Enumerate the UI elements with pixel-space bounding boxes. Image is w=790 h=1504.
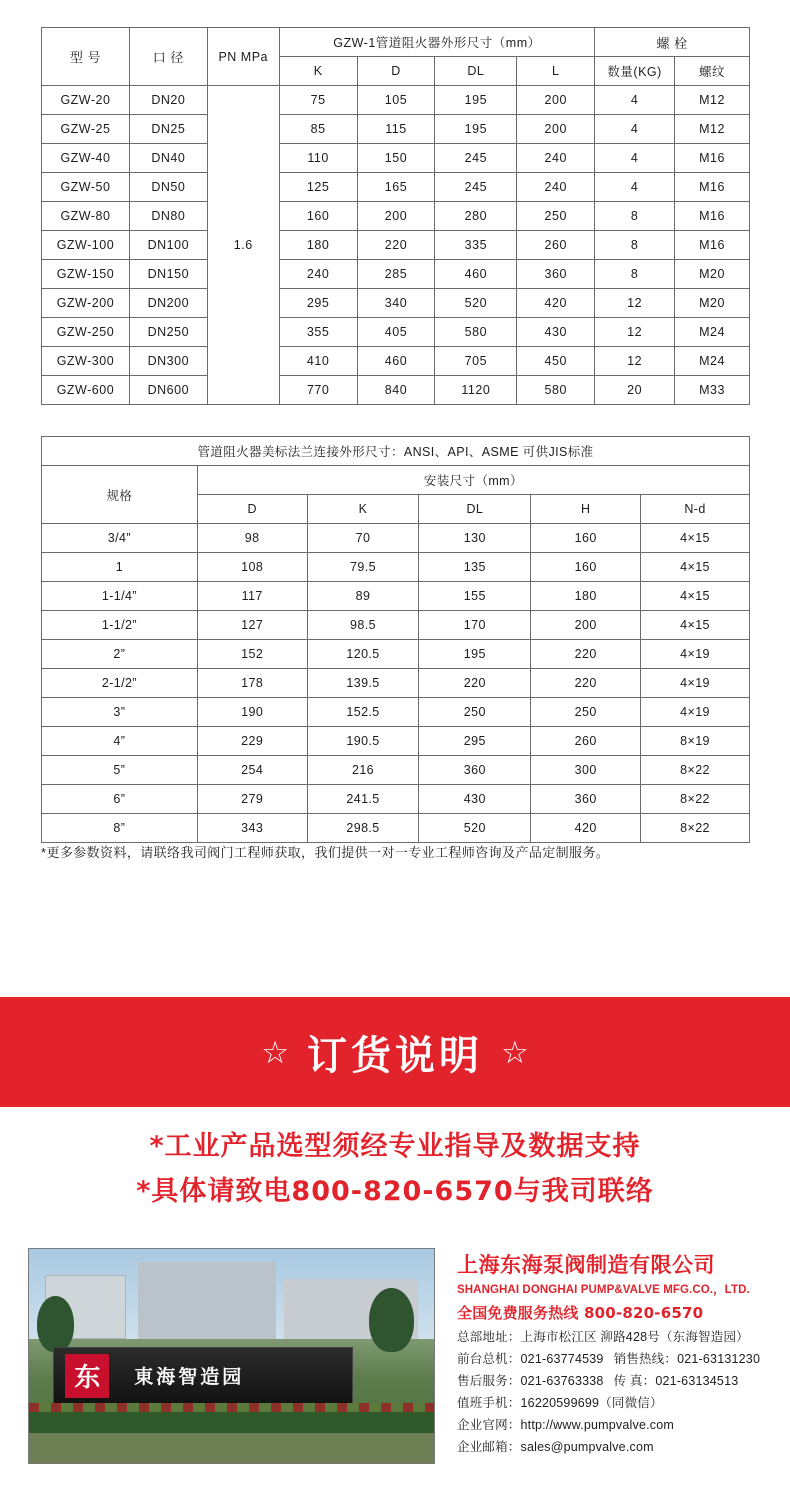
col-d: D	[197, 495, 307, 524]
col-k: K	[307, 495, 419, 524]
cell-nd: 4×15	[641, 611, 750, 640]
order-instructions-banner	[0, 997, 790, 1107]
cell-spec: 2”	[42, 640, 198, 669]
cell-h: 260	[531, 727, 641, 756]
cell-dl: 335	[435, 231, 517, 260]
table-row	[42, 582, 750, 611]
cell-k: 89	[307, 582, 419, 611]
cell-qty: 4	[595, 144, 675, 173]
cell-k: 152.5	[307, 698, 419, 727]
table-row	[42, 756, 750, 785]
cell-h: 360	[531, 785, 641, 814]
cell-l: 240	[517, 173, 595, 202]
cell-dl: 195	[419, 640, 531, 669]
cell-spec: 3”	[42, 698, 198, 727]
cell-dl: 155	[419, 582, 531, 611]
cell-qty: 8	[595, 260, 675, 289]
cell-thread: M20	[675, 260, 750, 289]
table-row	[42, 727, 750, 756]
cell-h: 160	[531, 524, 641, 553]
cell-d: 200	[357, 202, 435, 231]
contact-service-value: 021-63763338	[520, 1374, 604, 1388]
cell-k: 70	[307, 524, 419, 553]
cell-k: 770	[279, 376, 357, 405]
cell-dl: 245	[435, 144, 517, 173]
star-right-icon: ☆	[501, 1034, 529, 1070]
col-bore: 口 径	[129, 28, 207, 86]
contact-sales-label: 销售热线：	[613, 1352, 678, 1366]
cell-d: 229	[197, 727, 307, 756]
cell-dl: 245	[435, 173, 517, 202]
cell-spec: 1-1/2”	[42, 611, 198, 640]
cell-spec: 4”	[42, 727, 198, 756]
cell-d: 98	[197, 524, 307, 553]
table-row	[42, 86, 750, 115]
table-row	[42, 698, 750, 727]
cell-bore: DN40	[129, 144, 207, 173]
cell-spec: 8”	[42, 814, 198, 843]
cell-spec: 1-1/4”	[42, 582, 198, 611]
cell-model: GZW-100	[42, 231, 130, 260]
cell-k: 180	[279, 231, 357, 260]
cell-thread: M16	[675, 231, 750, 260]
cell-k: 241.5	[307, 785, 419, 814]
col-bolt-qty: 数量(KG)	[595, 57, 675, 86]
table-row	[42, 144, 750, 173]
company-logo-icon: 东	[65, 1354, 109, 1398]
cell-thread: M33	[675, 376, 750, 405]
cell-d: 220	[357, 231, 435, 260]
table-row	[42, 785, 750, 814]
contact-address	[457, 1327, 777, 1345]
cell-bore: DN50	[129, 173, 207, 202]
table-row	[42, 611, 750, 640]
cell-nd: 8×22	[641, 785, 750, 814]
cell-k: 298.5	[307, 814, 419, 843]
col-spec: 规格	[42, 466, 198, 524]
cell-qty: 4	[595, 86, 675, 115]
cell-bore: DN80	[129, 202, 207, 231]
cell-h: 420	[531, 814, 641, 843]
table-ansi-header-row-1	[42, 466, 750, 495]
cell-dl: 195	[435, 115, 517, 144]
cell-qty: 12	[595, 347, 675, 376]
cell-k: 216	[307, 756, 419, 785]
table-row	[42, 376, 750, 405]
cell-h: 220	[531, 669, 641, 698]
cell-nd: 8×22	[641, 756, 750, 785]
cell-thread: M16	[675, 144, 750, 173]
contact-fax-label: 传 真：	[613, 1374, 656, 1388]
contact-email-value[interactable]: sales@pumpvalve.com	[520, 1440, 654, 1454]
cell-model: GZW-250	[42, 318, 130, 347]
contact-address-value: 上海市松江区 泖路428号（东海智造园）	[520, 1330, 749, 1344]
cell-spec: 1	[42, 553, 198, 582]
table-row	[42, 289, 750, 318]
cell-nd: 8×22	[641, 814, 750, 843]
cell-dl: 170	[419, 611, 531, 640]
cell-d: 105	[357, 86, 435, 115]
col-l: L	[517, 57, 595, 86]
table-gzw1-header-row-1	[42, 28, 750, 57]
factory-photo	[28, 1248, 435, 1464]
photo-ground	[29, 1433, 434, 1463]
cell-dl: 250	[419, 698, 531, 727]
cell-model: GZW-150	[42, 260, 130, 289]
cell-k: 125	[279, 173, 357, 202]
photo-wall-text: 東海智造园	[134, 1365, 245, 1388]
cell-h: 250	[531, 698, 641, 727]
table-gzw1-head	[42, 28, 750, 86]
col-nd: N-d	[641, 495, 750, 524]
cell-model: GZW-40	[42, 144, 130, 173]
table-row	[42, 202, 750, 231]
cell-d: 254	[197, 756, 307, 785]
cell-dl: 460	[435, 260, 517, 289]
cell-d: 150	[357, 144, 435, 173]
cell-thread: M16	[675, 202, 750, 231]
cell-k: 79.5	[307, 553, 419, 582]
cell-k: 410	[279, 347, 357, 376]
contact-mobile-value: 16220599699（同微信）	[520, 1396, 663, 1410]
hotline: 全国免费服务热线 800-820-6570	[457, 1304, 704, 1322]
table-row	[42, 640, 750, 669]
cell-bore: DN200	[129, 289, 207, 318]
contact-website[interactable]	[457, 1415, 777, 1433]
col-group-bolt: 螺 栓	[595, 28, 750, 57]
cell-l: 450	[517, 347, 595, 376]
cell-h: 220	[531, 640, 641, 669]
cell-k: 75	[279, 86, 357, 115]
cell-dl: 520	[435, 289, 517, 318]
table-row	[42, 669, 750, 698]
cell-d: 190	[197, 698, 307, 727]
order-instructions-title: 订货说明	[307, 1032, 483, 1079]
photo-hedge	[29, 1412, 434, 1433]
contact-mobile-label: 值班手机：	[457, 1396, 521, 1410]
cell-dl: 280	[435, 202, 517, 231]
cell-bore: DN600	[129, 376, 207, 405]
cell-qty: 12	[595, 318, 675, 347]
cell-model: GZW-200	[42, 289, 130, 318]
cell-l: 420	[517, 289, 595, 318]
company-name-cn: 上海东海泵阀制造有限公司	[457, 1253, 715, 1277]
cell-qty: 12	[595, 289, 675, 318]
table-row	[42, 173, 750, 202]
table-gzw1-body	[42, 86, 750, 405]
cell-h: 160	[531, 553, 641, 582]
contact-sales-value: 021-63131230	[677, 1352, 761, 1366]
col-model: 型 号	[42, 28, 130, 86]
cell-l: 200	[517, 86, 595, 115]
table-row	[42, 347, 750, 376]
col-bolt-thread: 螺纹	[675, 57, 750, 86]
contact-email-label: 企业邮箱：	[457, 1440, 521, 1454]
cell-d: 127	[197, 611, 307, 640]
cell-qty: 4	[595, 115, 675, 144]
cell-l: 580	[517, 376, 595, 405]
cell-k: 190.5	[307, 727, 419, 756]
contact-service	[457, 1371, 777, 1389]
cell-spec: 5”	[42, 756, 198, 785]
cell-d: 108	[197, 553, 307, 582]
col-d: D	[357, 57, 435, 86]
cell-model: GZW-20	[42, 86, 130, 115]
cell-d: 117	[197, 582, 307, 611]
cell-d: 405	[357, 318, 435, 347]
cell-pn-value: 1.6	[207, 86, 279, 405]
cell-model: GZW-300	[42, 347, 130, 376]
col-group-dimensions: GZW-1管道阻火器外形尺寸（mm）	[279, 28, 595, 57]
cell-d: 340	[357, 289, 435, 318]
cell-k: 160	[279, 202, 357, 231]
order-note-line-1: *工业产品选型须经专业指导及数据支持	[149, 1131, 641, 1162]
photo-tree	[37, 1296, 73, 1352]
cell-bore: DN100	[129, 231, 207, 260]
cell-h: 300	[531, 756, 641, 785]
cell-l: 430	[517, 318, 595, 347]
photo-building-mid	[138, 1262, 276, 1339]
cell-k: 139.5	[307, 669, 419, 698]
contact-mobile	[457, 1393, 777, 1411]
cell-d: 115	[357, 115, 435, 144]
cell-dl: 130	[419, 524, 531, 553]
cell-l: 200	[517, 115, 595, 144]
order-note-line-2: *具体请致电800-820-6570与我司联络	[136, 1176, 654, 1207]
cell-dl: 705	[435, 347, 517, 376]
cell-nd: 4×15	[641, 582, 750, 611]
cell-thread: M24	[675, 318, 750, 347]
cell-thread: M12	[675, 115, 750, 144]
cell-k: 98.5	[307, 611, 419, 640]
table-row	[42, 524, 750, 553]
cell-bore: DN150	[129, 260, 207, 289]
cell-l: 360	[517, 260, 595, 289]
parameters-note: *更多参数资料，请联络我司阀门工程师获取，我们提供一对一专业工程师咨询及产品定制服务。	[41, 845, 610, 860]
cell-l: 250	[517, 202, 595, 231]
cell-k: 295	[279, 289, 357, 318]
cell-bore: DN250	[129, 318, 207, 347]
table-row	[42, 814, 750, 843]
col-dl: DL	[419, 495, 531, 524]
dimensions-table-ansi	[41, 436, 750, 843]
cell-nd: 8×19	[641, 727, 750, 756]
cell-spec: 2-1/2”	[42, 669, 198, 698]
cell-model: GZW-600	[42, 376, 130, 405]
cell-nd: 4×19	[641, 698, 750, 727]
contact-service-label: 售后服务：	[457, 1374, 521, 1388]
cell-bore: DN25	[129, 115, 207, 144]
cell-dl: 195	[435, 86, 517, 115]
cell-l: 260	[517, 231, 595, 260]
table-row	[42, 260, 750, 289]
table-ansi-head	[42, 437, 750, 524]
cell-thread: M24	[675, 347, 750, 376]
company-name-en: SHANGHAI DONGHAI PUMP&VALVE MFG.CO.，LTD.	[457, 1284, 750, 1296]
col-pn: PN MPa	[207, 28, 279, 86]
col-h: H	[531, 495, 641, 524]
cell-dl: 295	[419, 727, 531, 756]
cell-d: 460	[357, 347, 435, 376]
cell-d: 152	[197, 640, 307, 669]
cell-qty: 8	[595, 202, 675, 231]
cell-thread: M20	[675, 289, 750, 318]
cell-dl: 520	[419, 814, 531, 843]
cell-dl: 220	[419, 669, 531, 698]
cell-h: 200	[531, 611, 641, 640]
cell-nd: 4×15	[641, 524, 750, 553]
cell-nd: 4×19	[641, 640, 750, 669]
star-left-icon: ☆	[261, 1034, 289, 1070]
company-info	[457, 1249, 777, 1504]
cell-k: 85	[279, 115, 357, 144]
cell-thread: M16	[675, 173, 750, 202]
table-row	[42, 115, 750, 144]
col-dl: DL	[435, 57, 517, 86]
cell-qty: 4	[595, 173, 675, 202]
cell-qty: 8	[595, 231, 675, 260]
contact-fax-value: 021-63134513	[655, 1374, 739, 1388]
cell-dl: 1120	[435, 376, 517, 405]
table-row	[42, 553, 750, 582]
cell-nd: 4×15	[641, 553, 750, 582]
cell-dl: 360	[419, 756, 531, 785]
cell-qty: 20	[595, 376, 675, 405]
contact-email[interactable]	[457, 1437, 777, 1455]
cell-k: 355	[279, 318, 357, 347]
cell-model: GZW-25	[42, 115, 130, 144]
cell-k: 110	[279, 144, 357, 173]
cell-d: 165	[357, 173, 435, 202]
cell-dl: 430	[419, 785, 531, 814]
table-row	[42, 231, 750, 260]
contact-reception-value: 021-63774539	[520, 1352, 604, 1366]
cell-d: 343	[197, 814, 307, 843]
table-ansi-title: 管道阻火器美标法兰连接外形尺寸：ANSI、API、ASME 可供JIS标准	[42, 437, 750, 466]
cell-bore: DN300	[129, 347, 207, 376]
contact-reception	[457, 1349, 777, 1367]
photo-tree	[369, 1288, 414, 1352]
contact-reception-label: 前台总机：	[457, 1352, 521, 1366]
dimensions-table-gzw1	[41, 27, 750, 405]
cell-k: 240	[279, 260, 357, 289]
cell-dl: 135	[419, 553, 531, 582]
cell-spec: 6”	[42, 785, 198, 814]
cell-d: 178	[197, 669, 307, 698]
cell-thread: M12	[675, 86, 750, 115]
table-ansi-title-row	[42, 437, 750, 466]
table-row	[42, 318, 750, 347]
col-k: K	[279, 57, 357, 86]
table-gzw1	[41, 27, 750, 405]
cell-dl: 580	[435, 318, 517, 347]
cell-model: GZW-50	[42, 173, 130, 202]
cell-l: 240	[517, 144, 595, 173]
cell-model: GZW-80	[42, 202, 130, 231]
cell-bore: DN20	[129, 86, 207, 115]
cell-spec: 3/4”	[42, 524, 198, 553]
cell-nd: 4×19	[641, 669, 750, 698]
table-ansi	[41, 436, 750, 843]
cell-d: 279	[197, 785, 307, 814]
contact-website-value[interactable]: http://www.pumpvalve.com	[520, 1418, 674, 1432]
col-group-install: 安装尺寸（mm）	[197, 466, 749, 495]
cell-d: 840	[357, 376, 435, 405]
contact-website-label: 企业官网：	[457, 1418, 521, 1432]
cell-h: 180	[531, 582, 641, 611]
order-notes	[0, 1118, 790, 1214]
table-ansi-body	[42, 524, 750, 843]
contact-address-label: 总部地址：	[457, 1330, 521, 1344]
cell-d: 285	[357, 260, 435, 289]
footer	[0, 1243, 790, 1504]
cell-k: 120.5	[307, 640, 419, 669]
